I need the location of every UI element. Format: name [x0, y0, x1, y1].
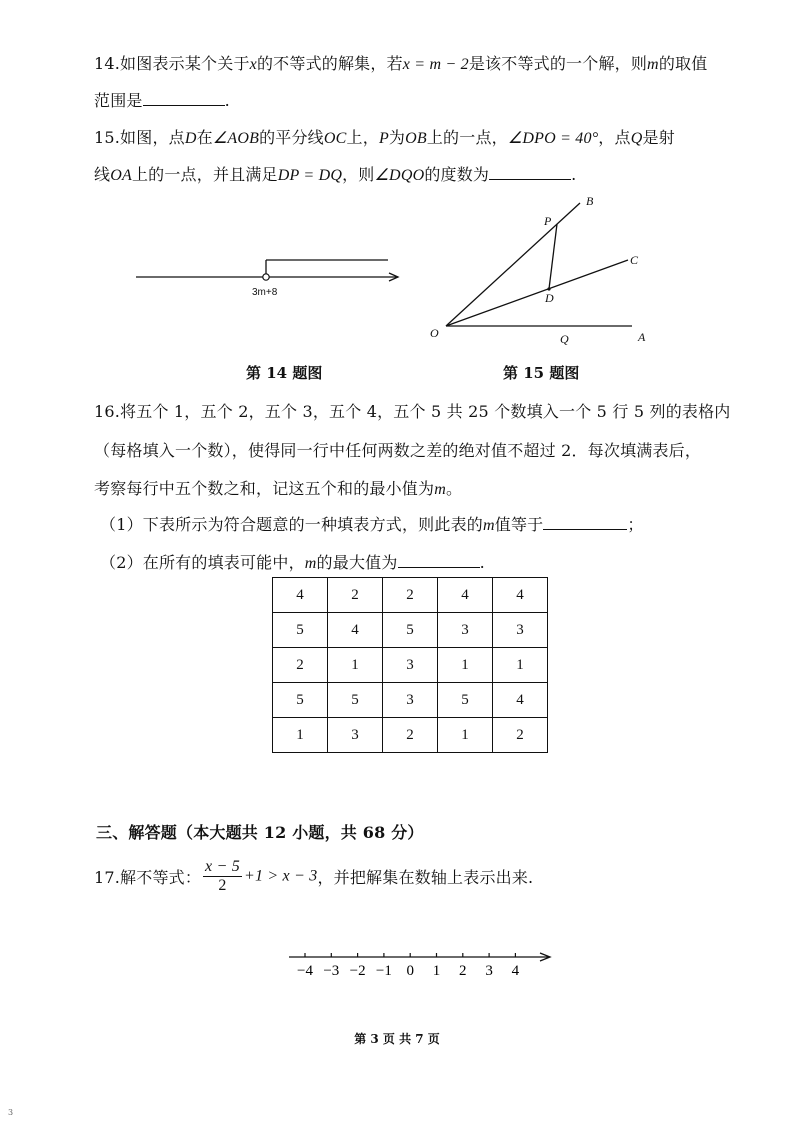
q15-text-e: 为 [388, 128, 406, 147]
q15-condition: DP = DQ [277, 167, 343, 184]
q15-angle-dpo: ∠DPO = 40° [507, 130, 599, 147]
fig15-label-p: P [544, 214, 552, 228]
fig14-caption: 第 14 题图 [246, 364, 323, 382]
q15-text-l2c: ，则 [342, 165, 375, 184]
table-cell: 4 [493, 683, 548, 718]
fig15-label-c: C [630, 253, 639, 267]
table-cell: 1 [438, 718, 493, 753]
q16-var-m: m [434, 481, 446, 498]
q16-part1-text-b: 值等于 [494, 515, 544, 534]
table-row [273, 648, 548, 683]
q14-var-x: x [249, 56, 257, 73]
table-cell: 2 [493, 718, 548, 753]
q15-text-d: 上， [346, 128, 379, 147]
table-row [273, 613, 548, 648]
q17-fraction-denominator: 2 [218, 877, 227, 894]
q17-axis-tick-label: −2 [349, 963, 366, 979]
fig15-diagram [420, 190, 660, 355]
table-cell: 2 [383, 718, 438, 753]
q17-fraction [203, 858, 242, 895]
fig15-label-d: D [545, 291, 554, 305]
q15-answer-blank[interactable] [489, 179, 571, 180]
fig15-ray-ob [446, 203, 580, 326]
q14-line2 [94, 88, 230, 111]
q17-axis-tick-label: 0 [406, 963, 414, 979]
fig15-ray-oc [446, 260, 628, 326]
table-cell: 3 [383, 648, 438, 683]
q15-text-l2a: 线 [94, 165, 111, 184]
q16-part1 [100, 512, 644, 535]
table-row [273, 578, 548, 613]
table-cell: 3 [383, 683, 438, 718]
q16-line3-text: 考察每行中五个数之和，记这五个和的最小值为 [94, 479, 435, 498]
q17-text-b: ，并把解集在数轴上表示出来. [317, 868, 534, 887]
section3-title: 三、解答题（本大题共 12 小题，共 68 分） [96, 823, 424, 842]
q15-var-ob: OB [405, 130, 427, 147]
table-cell: 4 [328, 613, 383, 648]
table-cell: 2 [383, 578, 438, 613]
q15-angle-dqo: ∠DQO [374, 167, 425, 184]
q14-text-range: 范围是 [94, 91, 143, 110]
q17-inequality-rest: +1 > x − 3 [243, 867, 318, 885]
table-cell: 4 [273, 578, 328, 613]
q17-axis-tick-label: 1 [432, 963, 441, 979]
q15-var-oa: OA [110, 167, 132, 184]
table-cell: 2 [328, 578, 383, 613]
q15-line2 [94, 162, 576, 185]
page-footer: 第 3 页 共 7 页 [354, 1032, 440, 1046]
table-cell: 1 [328, 648, 383, 683]
corner-mark: 3 [8, 1108, 14, 1117]
q14-end: . [224, 91, 230, 110]
table-cell: 4 [438, 578, 493, 613]
q17-axis-tick-label: −1 [375, 963, 392, 979]
q15-text-c: 的平分线 [259, 128, 324, 147]
q15-var-q: Q [630, 130, 643, 147]
table-cell: 2 [273, 648, 328, 683]
fig15-label-o: O [430, 326, 439, 340]
fig15-label-b: B [586, 194, 594, 208]
q15-var-d: D [184, 130, 197, 147]
q14-line1 [94, 51, 707, 74]
q14-text-c: 是该不等式的一个解，则 [468, 54, 648, 73]
table-row [273, 718, 548, 753]
table-cell: 3 [438, 613, 493, 648]
q14-text-d: 的取值 [658, 54, 708, 73]
q15-var-p: P [378, 130, 389, 147]
q16-part1-end: ； [627, 515, 644, 534]
q14-var-m: m [647, 56, 659, 73]
table-cell: 3 [328, 718, 383, 753]
q15-var-oc: OC [323, 130, 347, 147]
q17-number-line [285, 945, 560, 980]
table-cell: 5 [438, 683, 493, 718]
q17-fraction-numerator: x − 5 [205, 858, 240, 875]
q17-axis-tick-label: 4 [511, 963, 520, 979]
q15-text-l2d: 的度数为 [424, 165, 490, 184]
fig15-label-q: Q [560, 332, 569, 346]
table-cell: 5 [273, 683, 328, 718]
q16-line1: 16.将五个 1，五个 2，五个 3，五个 4，五个 5 共 25 个数填入一个 5 行 5 列的表格内 [94, 402, 731, 421]
table-cell: 5 [383, 613, 438, 648]
fig15-segment-pd [549, 224, 557, 289]
table-cell: 1 [273, 718, 328, 753]
fig15-label-a: A [638, 330, 646, 344]
q14-answer-blank[interactable] [143, 105, 225, 106]
q15-text-l2b: 上的一点，并且满足 [131, 165, 278, 184]
fig14-open-point [263, 274, 269, 280]
fig14-number-line [130, 250, 410, 310]
table-cell: 5 [273, 613, 328, 648]
q17-axis-tick-label: 2 [459, 963, 467, 979]
q16-part2-var-m: m [304, 555, 317, 572]
q16-part2 [100, 550, 485, 573]
table-cell: 5 [328, 683, 383, 718]
q16-part2-text: （2）在所有的填表可能中， [100, 553, 305, 572]
q16-number-grid [272, 577, 548, 753]
table-cell: 4 [493, 578, 548, 613]
table-cell: 1 [438, 648, 493, 683]
q16-part2-text-b: 的最大值为 [316, 553, 398, 572]
q16-line3-end: 。 [445, 479, 463, 498]
q15-text-f: 上的一点， [426, 128, 508, 147]
q15-end: . [571, 165, 577, 184]
q16-part1-var-m: m [482, 517, 495, 534]
q14-equation: x = m − 2 [402, 56, 469, 73]
q15-text-b: 在 [196, 128, 213, 147]
q16-part2-answer-blank[interactable] [398, 567, 480, 568]
q16-line2: （每格填入一个数），使得同一行中任何两数之差的绝对值不超过 2．每次填满表后， [94, 441, 702, 460]
q16-part2-end: . [479, 553, 485, 572]
q17-axis-tick-label: −4 [297, 963, 313, 979]
fig15-caption: 第 15 题图 [503, 364, 580, 382]
fig14-point-label: 3m+8 [252, 287, 278, 298]
table-row [273, 683, 548, 718]
q15-text-a: 15.如图，点 [94, 128, 185, 147]
q16-part1-text: （1）下表所示为符合题意的一种填表方式，则此表的 [100, 515, 483, 534]
q16-line3 [94, 476, 462, 499]
q15-line1 [94, 125, 675, 148]
q16-part1-answer-blank[interactable] [543, 529, 627, 530]
table-cell: 1 [493, 648, 548, 683]
q14-text-b: 的不等式的解集，若 [256, 54, 403, 73]
q17-axis-tick-label: 3 [485, 963, 493, 979]
q15-text-g: ，点 [598, 128, 631, 147]
q15-angle-aob: ∠AOB [212, 130, 260, 147]
q15-text-h: 是射 [642, 128, 675, 147]
q14-text-a: 14.如图表示某个关于 [94, 54, 250, 73]
q17-text-a: 17.解不等式： [94, 868, 202, 887]
q17-line [94, 858, 533, 895]
table-cell: 3 [493, 613, 548, 648]
q17-axis-tick-label: −3 [323, 963, 340, 979]
